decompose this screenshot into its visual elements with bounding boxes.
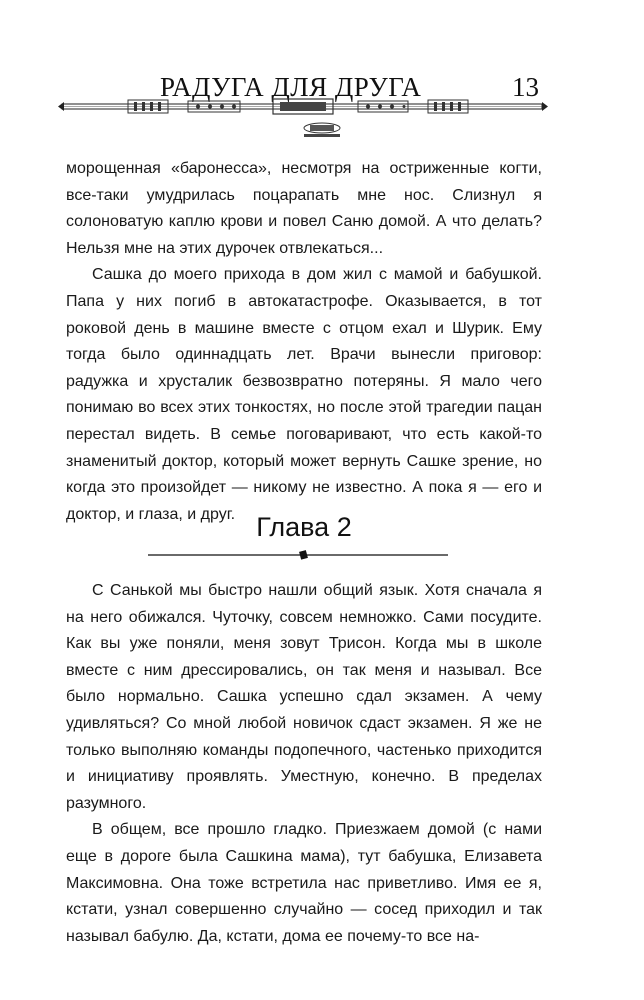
text-before-chapter: [66, 156, 542, 528]
chapter-divider: [148, 545, 448, 565]
paragraph: С Санькой мы быстро нашли общий язык. Хотя сначала я на него обижался. Чуточку, совсем немножко. Сами посудите. Как вы уже поняли, меня зовут Трисон. Когда мы в школе вместе с ним дрессировались, он так меня и называл. Все было нормально. Сашка успешно сдал экзамен. А чему удивляться? Со мной любой новичок сдаст экзамен. Я же не только выполняю команды подопечного, частенько приходится и инициативу проявлять. Уместную, конечно. В пределах разумного.: [66, 582, 542, 812]
paragraph: В общем, все прошло гладко. Приезжаем домой (с нами еще в дороге была Сашкина мама), тут бабушка, Елизавета Максимовна. Она тоже встретила нас приветливо. Имя ее я, кстати, узнал совершенно случайно — сосед приходил и так называл бабулю. Да, кстати, дома ее почему-то все на-: [66, 821, 542, 945]
text-after-chapter: [66, 578, 542, 950]
page-header: [0, 0, 644, 150]
chapter-title: Глава 2: [256, 512, 352, 542]
paragraph: Сашка до моего прихода в дом жил с мамой и бабушкой. Папа у них погиб в автокатастрофе. Оказывается, в тот роковой день в машине вместе с отцом ехал и Шурик. Ему тогда было одиннадцать лет. Врачи вынесли приговор: радужка и хрусталик безвозвратно потеряны. Я мало чего понимаю во всех этих тонкостях, но после этой трагедии пацан перестал видеть. В семье поговаривают, что есть какой-то знаменитый доктор, который может вернуть Сашке зрение, но когда это произойдет — никому не известно. А пока я — его и доктор, и глаза, и друг.: [66, 266, 542, 523]
page-number: 13: [512, 72, 539, 102]
running-title: РАДУГА ДЛЯ ДРУГА: [160, 72, 422, 102]
header-ornament-icon: [58, 96, 548, 142]
paragraph: морощенная «баронесса», несмотря на остриженные когти, все-таки умудрилась поцарапать мне нос. Слизнул я солоноватую каплю крови и повел Саню домой. А что делать? Нельзя мне на этих дурочек отвлекаться...: [66, 160, 542, 257]
